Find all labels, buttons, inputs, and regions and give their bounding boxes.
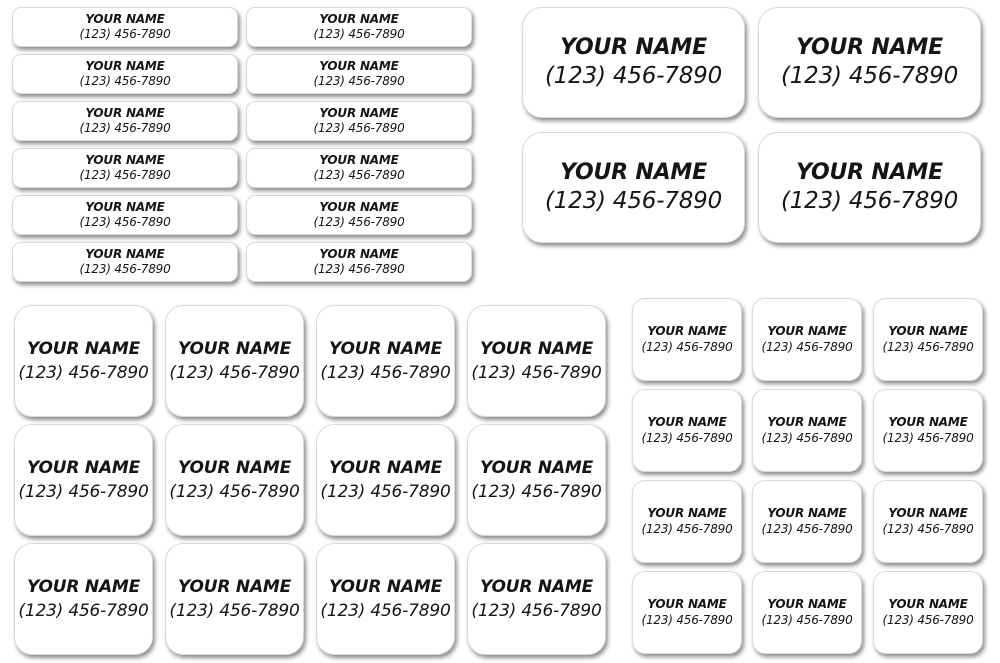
small-name-label [632, 480, 742, 563]
label-name-text: YOUR NAME [26, 576, 141, 597]
label-name-text: YOUR NAME [319, 247, 399, 262]
label-phone-text: (123) 456-7890 [544, 187, 723, 214]
label-name-text: YOUR NAME [177, 338, 292, 359]
medium-name-label [316, 543, 455, 655]
label-name-text: YOUR NAME [177, 576, 292, 597]
large-name-label [522, 132, 745, 243]
label-phone-text: (123) 456-7890 [313, 262, 405, 276]
thin-name-label [246, 242, 472, 282]
small-name-label [873, 480, 983, 563]
label-name-text: YOUR NAME [85, 59, 165, 74]
thin-name-label [12, 195, 238, 235]
thin-name-label [12, 148, 238, 188]
label-name-text: YOUR NAME [767, 415, 847, 430]
label-phone-text: (123) 456-7890 [313, 121, 405, 135]
medium-name-label [467, 543, 606, 655]
medium-name-label [165, 424, 304, 536]
label-phone-text: (123) 456-7890 [79, 168, 171, 182]
label-name-text: YOUR NAME [767, 324, 847, 339]
label-phone-text: (123) 456-7890 [471, 363, 602, 383]
label-name-text: YOUR NAME [796, 160, 943, 186]
label-name-text: YOUR NAME [319, 200, 399, 215]
label-name-text: YOUR NAME [888, 506, 968, 521]
label-phone-text: (123) 456-7890 [761, 431, 853, 445]
large-name-label [758, 132, 981, 243]
label-phone-text: (123) 456-7890 [882, 340, 974, 354]
label-phone-text: (123) 456-7890 [641, 431, 733, 445]
label-name-text: YOUR NAME [26, 457, 141, 478]
label-name-text: YOUR NAME [85, 200, 165, 215]
label-name-text: YOUR NAME [85, 12, 165, 27]
label-phone-text: (123) 456-7890 [313, 27, 405, 41]
label-phone-text: (123) 456-7890 [471, 601, 602, 621]
label-phone-text: (123) 456-7890 [780, 187, 959, 214]
label-phone-text: (123) 456-7890 [313, 74, 405, 88]
medium-name-label [14, 424, 153, 536]
label-name-text: YOUR NAME [328, 457, 443, 478]
label-phone-text: (123) 456-7890 [79, 215, 171, 229]
small-name-label [752, 298, 862, 381]
label-name-text: YOUR NAME [328, 576, 443, 597]
label-phone-text: (123) 456-7890 [761, 613, 853, 627]
label-phone-text: (123) 456-7890 [882, 522, 974, 536]
small-name-label [632, 298, 742, 381]
medium-name-label [14, 543, 153, 655]
small-name-label [752, 389, 862, 472]
label-name-text: YOUR NAME [888, 324, 968, 339]
label-name-text: YOUR NAME [767, 597, 847, 612]
label-name-text: YOUR NAME [767, 506, 847, 521]
label-phone-text: (123) 456-7890 [18, 363, 149, 383]
small-name-label [752, 571, 862, 654]
label-name-text: YOUR NAME [796, 35, 943, 61]
label-name-text: YOUR NAME [560, 160, 707, 186]
thin-name-label [246, 54, 472, 94]
small-name-label [752, 480, 862, 563]
large-name-label [758, 7, 981, 118]
label-phone-text: (123) 456-7890 [761, 340, 853, 354]
label-phone-text: (123) 456-7890 [641, 340, 733, 354]
thin-name-label [246, 7, 472, 47]
thin-name-label [12, 7, 238, 47]
label-name-text: YOUR NAME [479, 576, 594, 597]
label-phone-text: (123) 456-7890 [79, 27, 171, 41]
label-phone-text: (123) 456-7890 [641, 522, 733, 536]
medium-name-label [165, 305, 304, 417]
label-phone-text: (123) 456-7890 [18, 601, 149, 621]
small-name-label [632, 571, 742, 654]
medium-name-label [316, 424, 455, 536]
label-phone-text: (123) 456-7890 [320, 601, 451, 621]
label-name-text: YOUR NAME [479, 457, 594, 478]
label-phone-text: (123) 456-7890 [79, 121, 171, 135]
label-name-text: YOUR NAME [888, 415, 968, 430]
label-name-text: YOUR NAME [888, 597, 968, 612]
label-name-text: YOUR NAME [319, 12, 399, 27]
thin-name-label [246, 195, 472, 235]
label-name-text: YOUR NAME [85, 247, 165, 262]
label-name-text: YOUR NAME [328, 338, 443, 359]
small-name-label [873, 571, 983, 654]
label-name-text: YOUR NAME [26, 338, 141, 359]
label-phone-text: (123) 456-7890 [169, 601, 300, 621]
label-phone-text: (123) 456-7890 [79, 262, 171, 276]
label-phone-text: (123) 456-7890 [313, 168, 405, 182]
medium-name-label [467, 305, 606, 417]
thin-name-label [246, 148, 472, 188]
label-name-text: YOUR NAME [647, 597, 727, 612]
small-name-label [632, 389, 742, 472]
label-phone-text: (123) 456-7890 [544, 62, 723, 89]
label-phone-text: (123) 456-7890 [780, 62, 959, 89]
thin-name-label [12, 54, 238, 94]
medium-name-label [467, 424, 606, 536]
label-name-text: YOUR NAME [560, 35, 707, 61]
thin-name-label [246, 101, 472, 141]
label-phone-text: (123) 456-7890 [761, 522, 853, 536]
label-phone-text: (123) 456-7890 [169, 482, 300, 502]
label-phone-text: (123) 456-7890 [169, 363, 300, 383]
thin-name-label [12, 101, 238, 141]
label-name-text: YOUR NAME [177, 457, 292, 478]
medium-name-label [165, 543, 304, 655]
label-phone-text: (123) 456-7890 [18, 482, 149, 502]
label-phone-text: (123) 456-7890 [641, 613, 733, 627]
label-name-text: YOUR NAME [647, 324, 727, 339]
label-phone-text: (123) 456-7890 [320, 363, 451, 383]
small-name-label [873, 389, 983, 472]
label-name-text: YOUR NAME [647, 506, 727, 521]
label-name-text: YOUR NAME [647, 415, 727, 430]
medium-name-label [14, 305, 153, 417]
label-name-text: YOUR NAME [319, 153, 399, 168]
label-name-text: YOUR NAME [319, 106, 399, 121]
thin-name-label [12, 242, 238, 282]
label-phone-text: (123) 456-7890 [471, 482, 602, 502]
large-name-label [522, 7, 745, 118]
label-phone-text: (123) 456-7890 [313, 215, 405, 229]
label-name-text: YOUR NAME [319, 59, 399, 74]
label-name-text: YOUR NAME [85, 106, 165, 121]
label-phone-text: (123) 456-7890 [320, 482, 451, 502]
label-phone-text: (123) 456-7890 [882, 431, 974, 445]
label-name-text: YOUR NAME [479, 338, 594, 359]
label-name-text: YOUR NAME [85, 153, 165, 168]
medium-name-label [316, 305, 455, 417]
label-phone-text: (123) 456-7890 [79, 74, 171, 88]
label-phone-text: (123) 456-7890 [882, 613, 974, 627]
small-name-label [873, 298, 983, 381]
